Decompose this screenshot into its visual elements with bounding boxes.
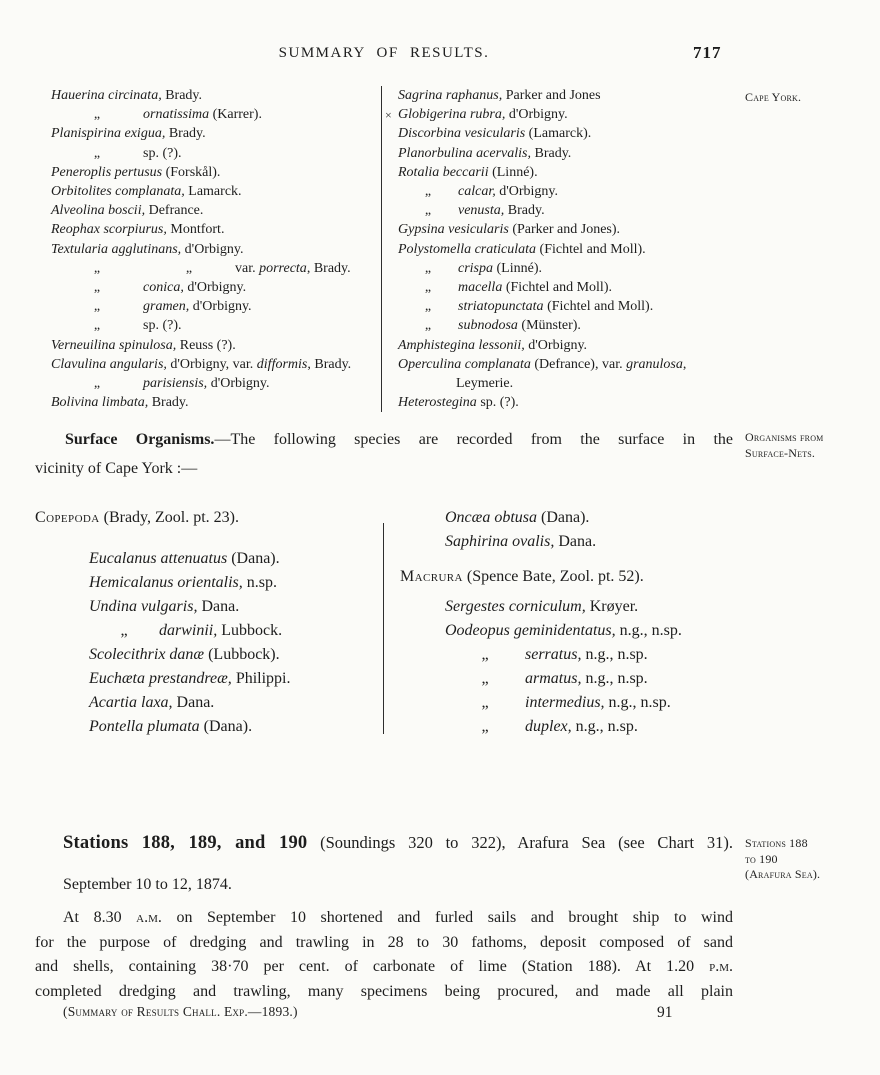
species-entry bbox=[400, 506, 733, 530]
date-line: September 10 to 12, 1874. bbox=[63, 876, 232, 893]
text-segment: d'Orbigny. bbox=[524, 337, 588, 353]
ditto-mark: „ bbox=[424, 184, 432, 200]
copepoda-column bbox=[35, 506, 383, 739]
text-segment: (Dana). bbox=[537, 509, 590, 526]
ditto-mark: „ bbox=[93, 299, 101, 315]
text-segment: (Forskål). bbox=[162, 164, 221, 180]
ditto-mark: „ bbox=[481, 694, 489, 711]
cross-marker: × bbox=[385, 108, 392, 123]
text-segment: , Brady. bbox=[306, 260, 351, 276]
text-segment: conica, bbox=[143, 280, 184, 296]
species-entry bbox=[398, 278, 733, 297]
ditto-mark: „ bbox=[93, 107, 101, 123]
text-segment: Oodeopus geminidentatus, bbox=[445, 622, 616, 639]
footer-sheet-number: 91 bbox=[657, 1004, 673, 1021]
text-segment: Eucalanus attenuatus bbox=[89, 550, 228, 567]
text-segment: Discorbina vesicularis bbox=[398, 126, 526, 142]
macrura-column bbox=[383, 506, 733, 739]
text-segment: armatus, bbox=[525, 670, 582, 687]
text-segment: serratus, bbox=[525, 646, 582, 663]
text-segment: Brady. bbox=[165, 126, 206, 142]
species-entry bbox=[35, 124, 381, 143]
text-segment: d'Orbigny. bbox=[495, 184, 558, 200]
text-segment: on September 10 shortened and furled sails and brought ship to wind bbox=[161, 909, 734, 926]
text-segment: Scolecithrix danæ bbox=[89, 646, 205, 663]
ditto-mark: „ bbox=[424, 260, 432, 276]
column-divider bbox=[383, 523, 384, 734]
ditto-mark: „ bbox=[93, 376, 101, 392]
margin-note-surface-nets bbox=[745, 430, 877, 461]
species-entry bbox=[35, 220, 381, 239]
text-segment: Heterostegina bbox=[398, 395, 477, 411]
text-segment: n.g., n.sp. bbox=[615, 622, 682, 639]
foraminifera-right-column bbox=[382, 86, 733, 412]
text-segment: Parker and Jones bbox=[502, 88, 601, 103]
text-segment: Brady. bbox=[531, 145, 572, 161]
text-segment: n.g., n.sp. bbox=[604, 694, 671, 711]
text-segment: Oncæa obtusa bbox=[445, 509, 537, 526]
text-segment: , Brady. bbox=[307, 356, 352, 372]
species-entry bbox=[35, 619, 383, 643]
page-header-title: SUMMARY OF RESULTS. bbox=[278, 45, 490, 61]
text-segment: sp. (?). bbox=[143, 318, 182, 334]
text-segment: a.m. bbox=[136, 909, 162, 926]
text-segment: intermedius, bbox=[525, 694, 605, 711]
text-segment: Undina vulgaris, bbox=[89, 598, 198, 615]
species-entry bbox=[400, 619, 733, 643]
text-segment: Planorbulina acervalis, bbox=[398, 145, 531, 161]
species-entry bbox=[398, 259, 733, 278]
text-segment: Brady. bbox=[148, 395, 189, 411]
species-entry bbox=[35, 144, 381, 163]
copepoda-items bbox=[35, 547, 383, 739]
species-entry bbox=[398, 240, 733, 259]
text-segment: Leymerie. bbox=[456, 376, 514, 392]
text-segment: (Dana). bbox=[199, 718, 253, 735]
text-segment: Stations 188, 189, and 190 bbox=[63, 833, 308, 853]
text-segment: gramen, bbox=[143, 299, 190, 315]
species-entry bbox=[35, 86, 381, 105]
paragraph-line bbox=[35, 931, 733, 956]
species-entry bbox=[35, 667, 383, 691]
text-segment: completed dredging and trawling, many specimens being procured, and made all plain bbox=[35, 982, 733, 1000]
species-entry bbox=[35, 297, 381, 316]
text-segment: d'Orbigny. bbox=[189, 299, 252, 315]
foraminifera-species-list bbox=[35, 86, 733, 412]
species-entry bbox=[398, 374, 733, 393]
ditto-mark: „ bbox=[481, 718, 489, 735]
text-segment: d'Orbigny. bbox=[183, 280, 247, 296]
text-segment: difformis bbox=[256, 356, 308, 372]
text-segment: d'Orbigny. bbox=[181, 241, 244, 257]
page-footer bbox=[35, 1004, 733, 1020]
text-segment: Pontella plumata bbox=[89, 718, 200, 735]
text-segment: Philippi. bbox=[231, 670, 291, 687]
text-segment: Polystomella craticulata bbox=[398, 241, 537, 257]
text-segment: Sagrina raphanus, bbox=[398, 88, 503, 103]
species-entry bbox=[400, 691, 733, 715]
text-segment: (Linné). bbox=[493, 260, 542, 276]
species-entry bbox=[400, 530, 733, 554]
text-segment: Krøyer. bbox=[585, 598, 639, 615]
margin-note-line: Stations 188 bbox=[745, 836, 808, 850]
text-segment: and shells, containing 38·70 per cent. of carbonate of lime (Station 188). At 1.20 bbox=[35, 958, 710, 975]
text-segment: Hauerina circinata, bbox=[51, 88, 162, 103]
species-entry bbox=[35, 643, 383, 667]
text-segment: venusta, bbox=[458, 203, 505, 219]
text-segment: porrecta bbox=[259, 260, 307, 276]
ditto-mark: „ bbox=[93, 260, 101, 276]
species-entry bbox=[35, 259, 381, 278]
species-entry bbox=[35, 240, 381, 259]
text-segment: Peneroplis pertusus bbox=[51, 164, 163, 180]
text-segment: Brady. bbox=[161, 88, 202, 103]
species-entry bbox=[35, 201, 381, 220]
species-entry bbox=[35, 278, 381, 297]
species-entry bbox=[35, 105, 381, 124]
margin-note-line: Organisms from bbox=[745, 430, 824, 444]
species-entry bbox=[398, 316, 733, 335]
text-segment: d'Orbigny. bbox=[505, 107, 568, 123]
species-entry bbox=[35, 316, 381, 335]
text-segment: duplex, bbox=[525, 718, 572, 735]
text-segment: sp. (?). bbox=[476, 395, 519, 411]
text-segment: Verneuilina spinulosa, bbox=[51, 337, 177, 353]
text-segment: d'Orbigny. bbox=[207, 376, 270, 392]
species-entry bbox=[35, 182, 381, 201]
species-entry bbox=[398, 355, 733, 374]
text-segment: Lamarck. bbox=[184, 184, 242, 200]
species-entry bbox=[35, 393, 381, 412]
text-segment: At 8.30 bbox=[63, 909, 137, 926]
text-segment: Reophax scorpiurus, bbox=[51, 222, 167, 238]
text-segment: var. bbox=[235, 260, 260, 276]
species-entry bbox=[35, 691, 383, 715]
text-segment: Euchæta prestandreæ, bbox=[89, 670, 232, 687]
text-segment: granulosa bbox=[626, 356, 683, 372]
text-segment: ornatissima bbox=[143, 107, 210, 123]
text-segment: (Defrance), var. bbox=[530, 356, 627, 372]
species-entry bbox=[398, 393, 733, 412]
text-segment: Surface Organisms. bbox=[65, 431, 215, 448]
group-reference: (Spence Bate, Zool. pt. 52). bbox=[462, 568, 644, 585]
copepoda-heading bbox=[35, 506, 383, 530]
species-entry bbox=[398, 297, 733, 316]
species-entry bbox=[398, 182, 733, 201]
ditto-mark: „ bbox=[120, 622, 128, 639]
text-segment: (Fichtel and Moll). bbox=[543, 299, 654, 315]
text-segment: calcar, bbox=[458, 184, 496, 200]
text-segment: crispa bbox=[458, 260, 493, 276]
margin-note-line: to 190 bbox=[745, 851, 778, 866]
text-segment: Textularia agglutinans, bbox=[51, 241, 182, 257]
text-segment: Orbitolites complanata, bbox=[51, 184, 185, 200]
surface-organisms-paragraph bbox=[35, 425, 733, 483]
stations-section-heading bbox=[35, 833, 733, 854]
species-entry bbox=[385, 105, 733, 124]
text-segment: Lubbock. bbox=[217, 622, 283, 639]
text-segment: (Lubbock). bbox=[204, 646, 280, 663]
ditto-mark: „ bbox=[424, 299, 432, 315]
text-segment: macella bbox=[458, 280, 503, 296]
text-segment: Hemicalanus orientalis, bbox=[89, 574, 243, 591]
margin-note-stations bbox=[745, 836, 877, 883]
margin-note-line: Surface-Nets. bbox=[745, 445, 816, 460]
text-segment: (Fichtel and Moll). bbox=[502, 280, 612, 296]
species-entry bbox=[35, 595, 383, 619]
text-segment: Dana. bbox=[172, 694, 215, 711]
text-segment: (Parker and Jones). bbox=[508, 222, 621, 238]
species-entry bbox=[400, 643, 733, 667]
ditto-mark: „ bbox=[481, 646, 489, 663]
species-entry bbox=[398, 336, 733, 355]
group-name: Macrura bbox=[400, 568, 463, 585]
text-segment: (Linné). bbox=[488, 164, 538, 180]
species-entry bbox=[35, 571, 383, 595]
text-segment: Sergestes corniculum, bbox=[445, 598, 586, 615]
text-segment: Planispirina exigua, bbox=[51, 126, 166, 142]
ditto-mark: „ bbox=[93, 145, 101, 161]
species-entry bbox=[35, 547, 383, 571]
text-segment: (Soundings 320 to 322), Arafura Sea (see Chart 31). bbox=[307, 833, 733, 852]
paragraph-line bbox=[35, 425, 733, 454]
surface-species-lists bbox=[35, 506, 733, 739]
text-segment: Operculina complanata bbox=[398, 356, 531, 372]
text-segment: n.g., n.sp. bbox=[581, 670, 648, 687]
footer-signature: (Summary of Results Chall. Exp.—1893.) bbox=[63, 1004, 298, 1019]
ditto-mark: „ bbox=[424, 318, 432, 334]
text-segment: Brady. bbox=[504, 203, 545, 219]
foraminifera-left-column bbox=[35, 86, 382, 412]
text-segment: Gypsina vesicularis bbox=[398, 222, 509, 238]
species-entry bbox=[35, 715, 383, 739]
paragraph-line: vicinity of Cape York :— bbox=[35, 460, 198, 477]
text-segment: Alveolina boscii, bbox=[51, 203, 146, 219]
text-segment: Saphirina ovalis, bbox=[445, 533, 555, 550]
paragraph-line bbox=[35, 980, 733, 1005]
text-segment: (Karrer). bbox=[209, 107, 262, 123]
text-segment: Globigerina rubra, bbox=[398, 107, 506, 123]
species-entry bbox=[398, 124, 733, 143]
text-segment: Reuss (?). bbox=[176, 337, 236, 353]
copepoda-overflow-items bbox=[400, 506, 733, 554]
species-entry bbox=[35, 336, 381, 355]
ditto-mark: „ bbox=[185, 260, 193, 276]
species-entry bbox=[35, 355, 381, 374]
ditto-mark: „ bbox=[93, 280, 101, 296]
text-segment: n.g., n.sp. bbox=[581, 646, 648, 663]
text-segment: Rotalia beccarii bbox=[398, 164, 489, 180]
macrura-items bbox=[400, 595, 733, 739]
ditto-mark: „ bbox=[93, 318, 101, 334]
text-segment: Dana. bbox=[197, 598, 240, 615]
ditto-mark: „ bbox=[481, 670, 489, 687]
text-segment: (Lamarck). bbox=[525, 126, 592, 142]
text-segment: subnodosa bbox=[458, 318, 518, 334]
paragraph-line bbox=[35, 955, 733, 980]
species-entry bbox=[35, 163, 381, 182]
text-segment: sp. (?). bbox=[143, 145, 182, 161]
ditto-mark: „ bbox=[424, 280, 432, 296]
species-entry bbox=[398, 220, 733, 239]
ditto-mark: „ bbox=[424, 203, 432, 219]
text-segment: (Fichtel and Moll). bbox=[536, 241, 646, 257]
species-entry bbox=[398, 144, 733, 163]
species-entry bbox=[35, 374, 381, 393]
text-segment: Acartia laxa, bbox=[89, 694, 173, 711]
text-segment: (Dana). bbox=[227, 550, 280, 567]
margin-note-cape-york: Cape York. bbox=[745, 90, 802, 104]
page-number: 717 bbox=[693, 43, 722, 62]
paragraph-line bbox=[35, 906, 733, 931]
text-segment: parisiensis, bbox=[143, 376, 208, 392]
species-entry bbox=[398, 86, 733, 105]
text-segment: Montfort. bbox=[166, 222, 225, 238]
text-segment: for the purpose of dredging and trawling in 28 to 30 fathoms, deposit composed of sand bbox=[35, 933, 733, 951]
group-reference: (Brady, Zool. pt. 23). bbox=[99, 509, 239, 526]
text-segment: p.m. bbox=[709, 958, 733, 975]
species-entry bbox=[400, 667, 733, 691]
group-name: Copepoda bbox=[35, 509, 100, 526]
margin-note-line: (Arafura Sea). bbox=[745, 867, 821, 881]
macrura-heading bbox=[400, 565, 733, 589]
species-entry bbox=[400, 595, 733, 619]
species-entry bbox=[398, 163, 733, 182]
text-segment: n.sp. bbox=[242, 574, 277, 591]
running-header bbox=[35, 45, 733, 62]
text-segment: Amphistegina lessonii, bbox=[398, 337, 525, 353]
text-segment: Dana. bbox=[554, 533, 597, 550]
text-segment: —The following species are recorded from the surface in the bbox=[214, 431, 733, 448]
text-segment: d'Orbigny, var. bbox=[166, 356, 257, 372]
text-segment: darwinii, bbox=[159, 622, 218, 639]
text-segment: , bbox=[682, 356, 687, 372]
text-segment: n.g., n.sp. bbox=[571, 718, 638, 735]
text-segment: Defrance. bbox=[145, 203, 204, 219]
stations-body-paragraph bbox=[35, 906, 733, 1004]
text-segment: Clavulina angularis, bbox=[51, 356, 167, 372]
text-segment: Bolivina limbata, bbox=[51, 395, 149, 411]
text-segment: (Münster). bbox=[517, 318, 581, 334]
species-entry bbox=[400, 715, 733, 739]
text-segment: striatopunctata bbox=[458, 299, 544, 315]
species-entry bbox=[398, 201, 733, 220]
